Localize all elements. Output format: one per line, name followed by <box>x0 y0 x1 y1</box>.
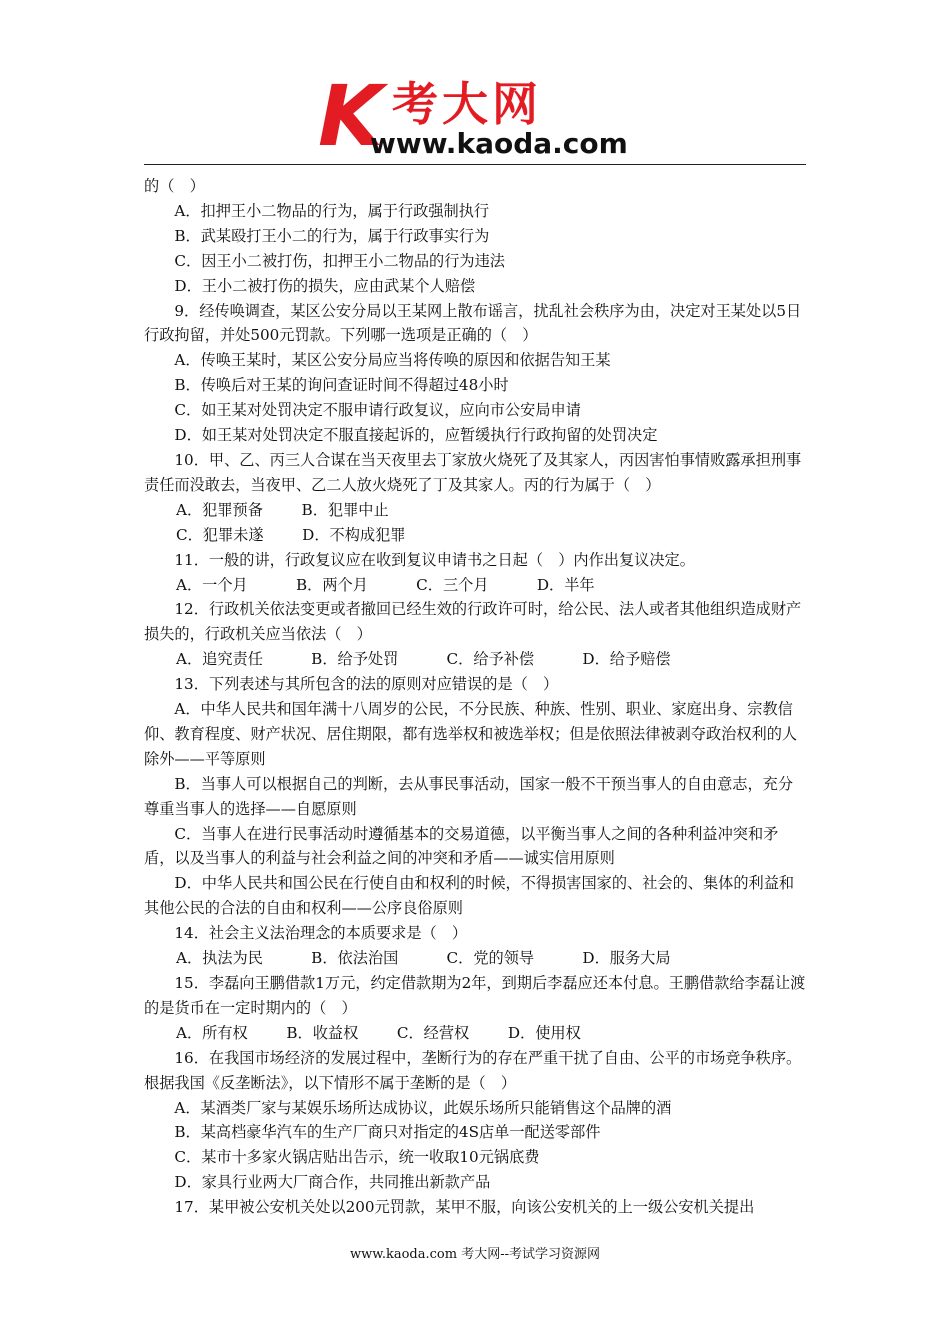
text-paragraph: 9．经传唤调查，某区公安分局以王某网上散布谣言，扰乱社会秩序为由，决定对王某处以5日行政拘留，并处500元罚款。下列哪一选项是正确的（ ） <box>144 301 802 345</box>
text-paragraph: C．当事人在进行民事活动时遵循基本的交易道德，以平衡当事人之间的各种利益冲突和矛盾，以及当事人的利益与社会利益之间的冲突和矛盾——诚实信用原则 <box>144 824 779 868</box>
text-paragraph: 13．下列表述与其所包含的法的原则对应错误的是（ ） <box>174 675 559 694</box>
text-paragraph: C．如王某对处罚决定不服申请行政复议，应向市公安局申请 <box>174 401 581 420</box>
text-paragraph: 10．甲、乙、丙三人合谋在当天夜里去丁家放火烧死了及其家人，丙因害怕事情败露承担刑事责任而没敢去，当夜甲、乙二人放火烧死了丁及其家人。丙的行为属于（ ） <box>144 450 802 494</box>
text-paragraph: D．如王某对处罚决定不服直接起诉的，应暂缓执行行政拘留的处罚决定 <box>174 426 658 445</box>
logo-site-name: 考大网 <box>392 77 542 131</box>
text-paragraph: 14．社会主义法治理念的本质要求是（ ） <box>174 924 468 943</box>
text-paragraph: C．某市十多家火锅店贴出告示，统一收取10元锅底费 <box>174 1148 540 1167</box>
answer-options-row: C．犯罪未遂 D．不构成犯罪 <box>176 525 406 544</box>
text-paragraph: D．王小二被打伤的损失，应由武某个人赔偿 <box>174 276 476 295</box>
page-footer: www.kaoda.com 考大网--考试学习资源网 <box>350 1247 600 1262</box>
logo-url: www.kaoda.com <box>370 127 628 160</box>
text-paragraph: 16．在我国市场经济的发展过程中，垄断行为的存在严重干扰了自由、公平的市场竞争秩序。根据我国《反垄断法》，以下情形不属于垄断的是（ ） <box>144 1048 802 1092</box>
answer-options-row: A．所有权 B．收益权 C．经营权 D．使用权 <box>176 1023 581 1042</box>
text-paragraph: 11．一般的讲，行政复议应在收到复议申请书之日起（ ）内作出复议决定。 <box>174 550 695 569</box>
header-divider <box>144 164 806 165</box>
text-paragraph: B．传唤后对王某的询问查证时间不得超过48小时 <box>174 376 509 395</box>
text-paragraph: B．当事人可以根据自己的判断，去从事民事活动，国家一般不干预当事人的自由意志，充分尊重当事人的选择——自愿原则 <box>144 774 794 818</box>
answer-options-row: A．追究责任 B．给予处罚 C．给予补偿 D．给予赔偿 <box>176 650 671 669</box>
text-paragraph: A．传唤王某时，某区公安分局应当将传唤的原因和依据告知王某 <box>174 351 611 370</box>
text-paragraph: 15．李磊向王鹏借款1万元，约定借款期为2年，到期后李磊应还本付息。王鹏借款给李磊让渡的是货币在一定时期内的（ ） <box>144 974 806 1017</box>
text-paragraph: A．某酒类厂家与某娱乐场所达成协议，此娱乐场所只能销售这个品牌的酒 <box>174 1098 672 1117</box>
text-paragraph: C．因王小二被打伤，扣押王小二物品的行为违法 <box>174 251 505 270</box>
kaoda-logo <box>318 67 648 165</box>
text-paragraph: 17．某甲被公安机关处以200元罚款，某甲不服，向该公安机关的上一级公安机关提出 <box>174 1198 755 1217</box>
text-paragraph: 的（ ） <box>144 177 205 195</box>
answer-options-row: A．一个月 B．两个月 C．三个月 D．半年 <box>176 575 595 594</box>
text-paragraph: A．中华人民共和国年满十八周岁的公民，不分民族、种族、性别、职业、家庭出身、宗教信仰、教育程度、财产状况、居住期限，都有选举权和被选举权；但是依照法律被剥夺政治权利的人除外——平等原则 <box>144 700 798 768</box>
text-paragraph: A．扣押王小二物品的行为，属于行政强制执行 <box>174 201 490 220</box>
answer-options-row: A．犯罪预备 B．犯罪中止 <box>176 500 389 519</box>
logo-k-mark: K <box>318 67 384 165</box>
text-paragraph: B．某高档豪华汽车的生产厂商只对指定的4S店单一配送零部件 <box>174 1123 601 1142</box>
text-paragraph: D．中华人民共和国公民在行使自由和权利的时候，不得损害国家的、社会的、集体的利益和其他公民的合法的自由和权利——公序良俗原则 <box>144 874 795 918</box>
text-paragraph: 12．行政机关依法变更或者撤回已经生效的行政许可时，给公民、法人或者其他组织造成财产损失的，行政机关应当依法（ ） <box>144 600 802 644</box>
text-paragraph: B．武某殴打王小二的行为，属于行政事实行为 <box>174 226 490 245</box>
question-body <box>144 174 806 1220</box>
text-paragraph: D．家具行业两大厂商合作，共同推出新款产品 <box>174 1173 491 1192</box>
answer-options-row: A．执法为民 B．依法治国 C．党的领导 D．服务大局 <box>176 949 671 968</box>
